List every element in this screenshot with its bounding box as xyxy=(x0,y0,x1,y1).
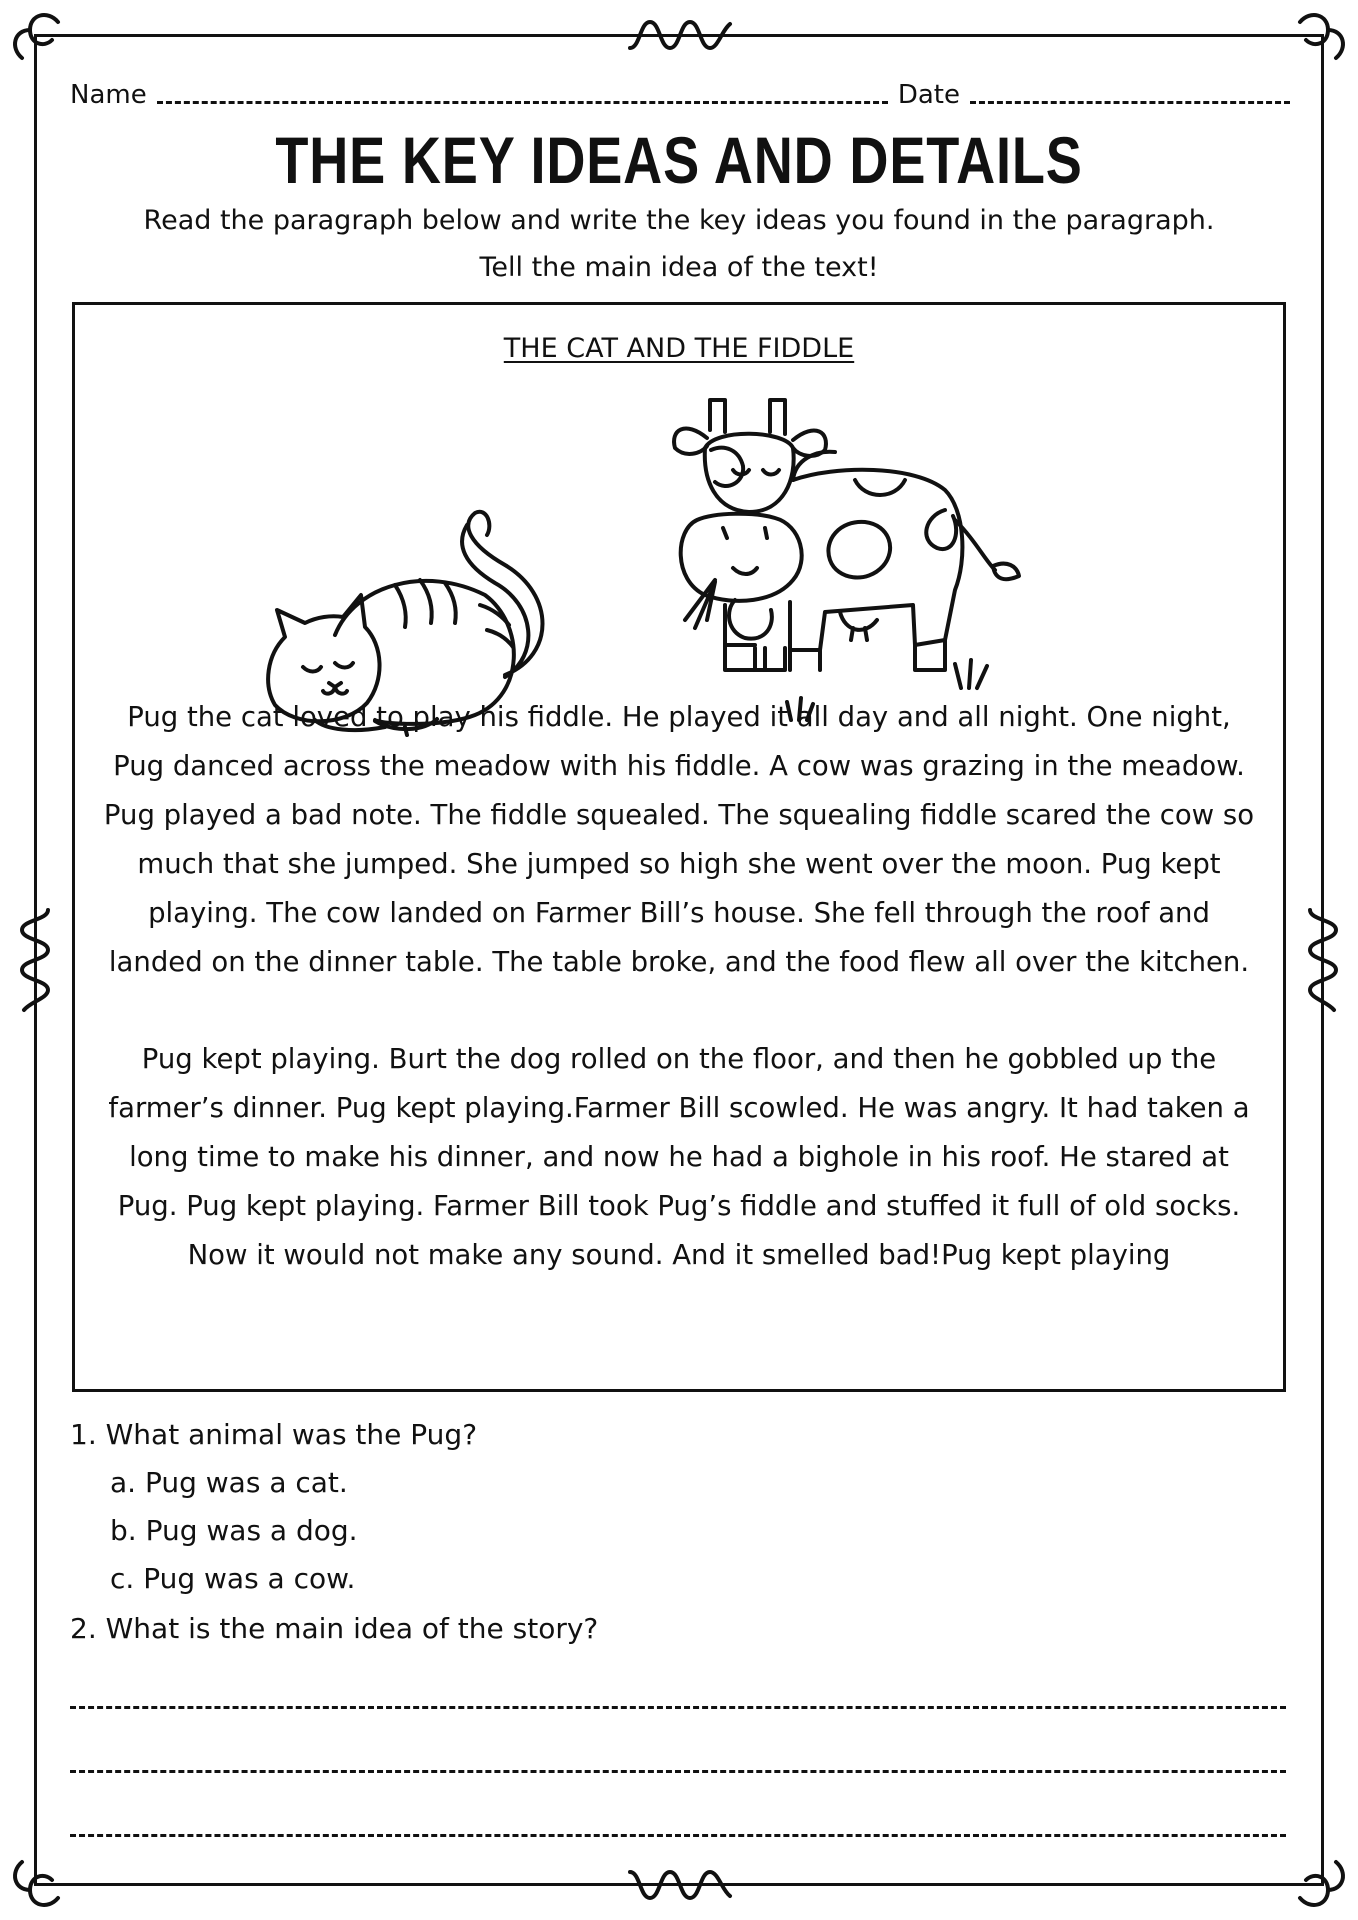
answer-line-1[interactable] xyxy=(70,1706,1286,1709)
answer-line-3[interactable] xyxy=(70,1834,1286,1837)
question-2: 2. What is the main idea of the story? xyxy=(70,1612,599,1645)
story-box xyxy=(72,302,1286,1392)
question-1-option-b[interactable]: b. Pug was a dog. xyxy=(110,1514,358,1547)
question-1-option-a[interactable]: a. Pug was a cat. xyxy=(110,1466,348,1499)
cow-illustration xyxy=(615,370,1035,730)
date-field-line[interactable] xyxy=(970,101,1290,104)
question-1-option-c[interactable]: c. Pug was a cow. xyxy=(110,1562,356,1595)
worksheet-title: THE KEY IDEAS AND DETAILS xyxy=(275,123,1083,197)
date-label: Date xyxy=(897,80,960,110)
story-paragraph-2: Pug kept playing. Burt the dog rolled on the floor, and then he gobbled up the farmer’s dinner. Pug kept playing.Farmer Bill scowled. He was angry. It had taken a long time to make his dinner, and now he had a bighole in his roof. He stared at Pug. Pug kept playing. Farmer Bill took Pug’s fiddle and stuffed it full of old socks. Now it would not make any sound. And it smelled bad!Pug kept playing xyxy=(108,1043,1250,1271)
name-label: Name xyxy=(70,80,147,110)
story-paragraph-1: Pug the cat loved to play his fiddle. He played it all day and all night. One night, Pug danced across the meadow with his fiddle. A cow was grazing in the meadow. Pug played a bad note. The fiddle squealed. The squealing fiddle scared the cow so much that she jumped. She jumped so high she went over the moon. Pug kept playing. The cow landed on Farmer Bill’s house. She fell through the roof and landed on the dinner table. The table broke, and the food flew all over the kitchen. xyxy=(103,701,1255,978)
story-title: THE CAT AND THE FIDDLE xyxy=(503,333,855,364)
answer-line-2[interactable] xyxy=(70,1770,1286,1773)
instruction-line-1: Read the paragraph below and write the key ideas you found in the paragraph. xyxy=(143,205,1215,236)
name-field-line[interactable] xyxy=(157,101,888,104)
question-1: 1. What animal was the Pug? xyxy=(70,1418,478,1451)
instruction-line-2: Tell the main idea of the text! xyxy=(479,252,879,283)
name-date-header xyxy=(70,70,1290,110)
